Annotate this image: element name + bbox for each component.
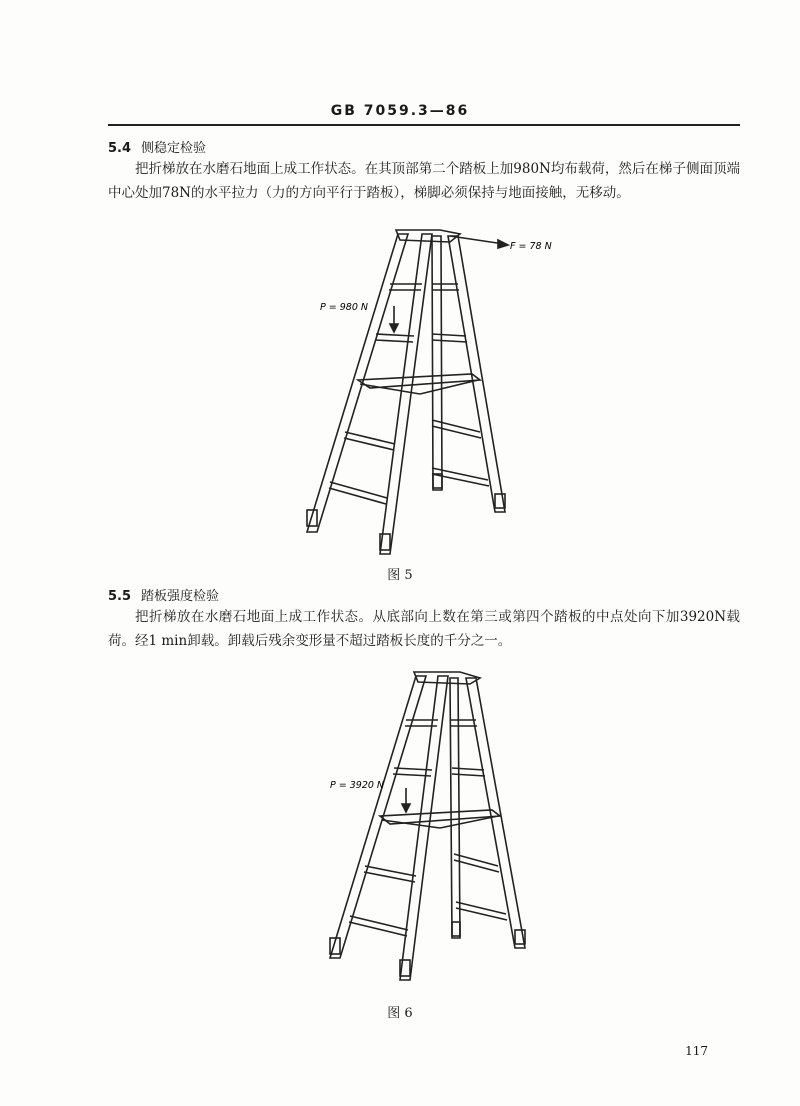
section-number: 5.4 <box>108 141 132 156</box>
load-label: P = 980 N <box>320 302 368 313</box>
force-label: F = 78 N <box>510 241 552 252</box>
header-rule <box>108 124 740 126</box>
section-number: 5.5 <box>108 589 132 604</box>
section-title: 踏板强度检验 <box>141 589 220 604</box>
section-5-5-text: 把折梯放在水磨石地面上成工作状态。从底部向上数在第三或第四个踏板的中点处向下加3920N载荷。经1 min卸载。卸载后残余变形量不超过踏板长度的千分之一。 <box>108 609 740 649</box>
figure-6-ladder <box>320 668 550 990</box>
page-header: GB 7059.3—86 <box>330 103 470 119</box>
section-5-4-text: 把折梯放在水磨石地面上成工作状态。在其顶部第二个踏板上加980N均布载荷，然后在梯子侧面顶端中心处加78N的水平拉力（力的方向平行于踏板），梯脚必须保持与地面接触，无移动。 <box>108 161 740 201</box>
figure-5-caption: 图 5 <box>387 568 413 583</box>
section-5-4-heading <box>108 137 206 156</box>
figure-5-ladder <box>290 222 570 562</box>
figure-6-caption: 图 6 <box>387 1006 413 1021</box>
page-number: 117 <box>685 1044 708 1058</box>
load-label: P = 3920 N <box>330 780 385 791</box>
section-title: 侧稳定检验 <box>141 141 207 156</box>
section-5-5-heading <box>108 585 219 604</box>
